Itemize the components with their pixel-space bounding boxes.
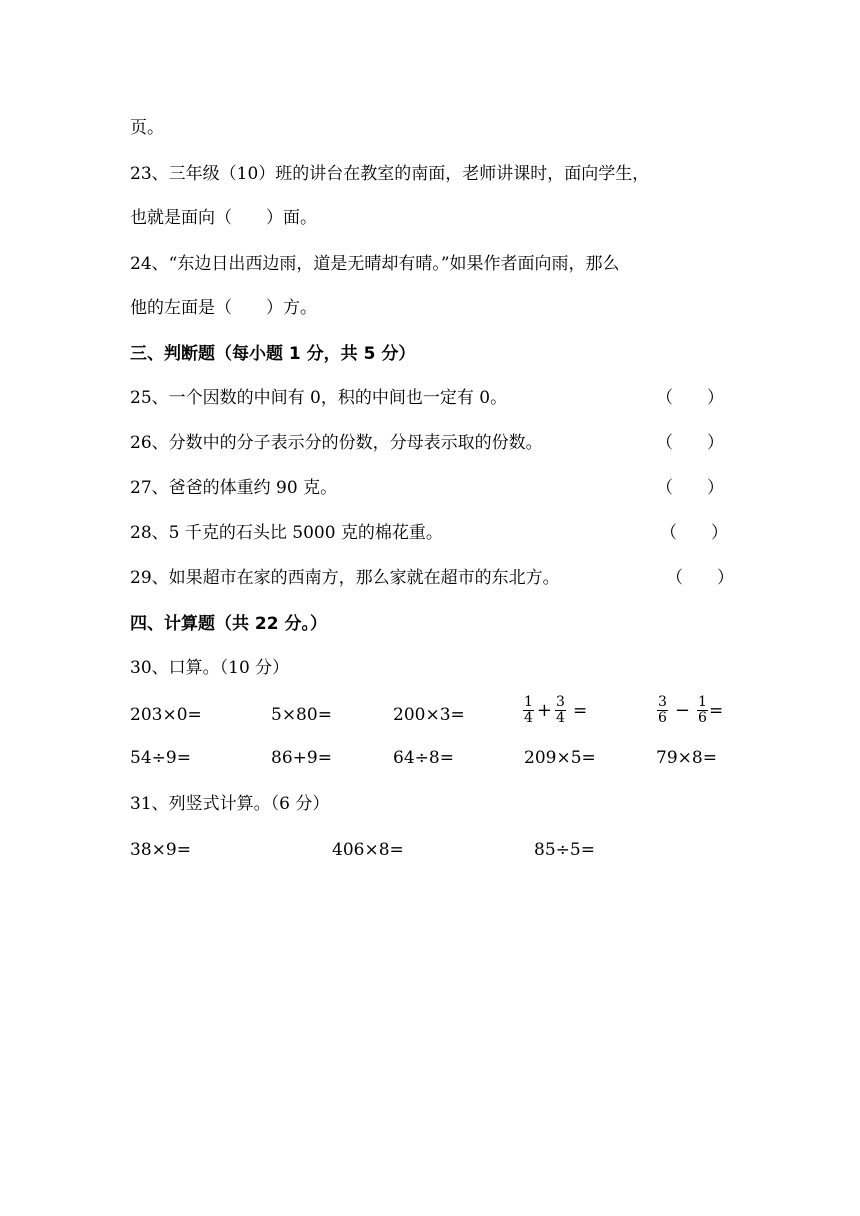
fraction-1-6: $\frac{1}{6}$ bbox=[698, 694, 707, 726]
section-3-heading: 三、判断题（每小题 1 分，共 5 分） bbox=[130, 344, 416, 364]
fraction-3-6: $\frac{3}{6}$ bbox=[658, 694, 667, 726]
question-25: 25、一个因数的中间有 0，积的中间也一定有 0。 bbox=[130, 388, 508, 408]
fraction-difference-expression bbox=[656, 695, 723, 726]
question-31-title: 31、列竖式计算。（6 分） bbox=[130, 794, 330, 814]
question-29: 29、如果超市在家的西南方，那么家就在超市的东北方。 bbox=[130, 568, 560, 588]
vertical-calc-1: 38×9= bbox=[130, 840, 191, 860]
question-27: 27、爸爸的体重约 90 克。 bbox=[130, 478, 338, 498]
mental-calc-3: 200×3= bbox=[393, 705, 465, 725]
mental-calc-5: 86+9= bbox=[271, 748, 332, 768]
question-24-line-1: 24、“东边日出西边雨，道是无晴却有晴。”如果作者面向雨，那么 bbox=[130, 254, 620, 274]
fraction-1-4: $\frac{1}{4}$ bbox=[524, 694, 533, 726]
mental-calc-4: 54÷9= bbox=[130, 748, 191, 768]
fraction-3-4: $\frac{3}{4}$ bbox=[556, 694, 565, 726]
equals-sign: = bbox=[708, 700, 724, 721]
answer-blank-25: （ ） bbox=[656, 388, 724, 408]
answer-blank-27: （ ） bbox=[656, 478, 724, 498]
mental-calc-2: 5×80= bbox=[271, 705, 332, 725]
question-26: 26、分数中的分子表示分的份数，分母表示取的份数。 bbox=[130, 433, 543, 453]
question-23-line-2: 也就是面向（ ）面。 bbox=[130, 208, 317, 228]
question-28: 28、5 千克的石头比 5000 克的棉花重。 bbox=[130, 523, 443, 543]
equals-sign: = bbox=[572, 700, 588, 721]
vertical-calc-2: 406×8= bbox=[332, 840, 404, 860]
vertical-calc-3: 85÷5= bbox=[534, 840, 595, 860]
answer-blank-26: （ ） bbox=[656, 433, 724, 453]
question-24-line-2: 他的左面是（ ）方。 bbox=[130, 298, 317, 318]
continued-text: 页。 bbox=[130, 118, 164, 138]
mental-calc-7: 209×5= bbox=[524, 748, 596, 768]
answer-blank-28: （ ） bbox=[660, 523, 728, 543]
minus-sign: − bbox=[674, 700, 691, 721]
fraction-sum-expression bbox=[522, 695, 587, 726]
mental-calc-8: 79×8= bbox=[656, 748, 717, 768]
question-30-title: 30、口算。（10 分） bbox=[130, 658, 290, 678]
plus-sign: + bbox=[536, 700, 553, 721]
mental-calc-1: 203×0= bbox=[130, 705, 202, 725]
section-4-heading: 四、计算题（共 22 分。） bbox=[130, 614, 327, 634]
mental-calc-6: 64÷8= bbox=[393, 748, 454, 768]
question-23-line-1: 23、三年级（10）班的讲台在教室的南面，老师讲课时，面向学生， bbox=[130, 164, 650, 184]
answer-blank-29: （ ） bbox=[666, 568, 734, 588]
